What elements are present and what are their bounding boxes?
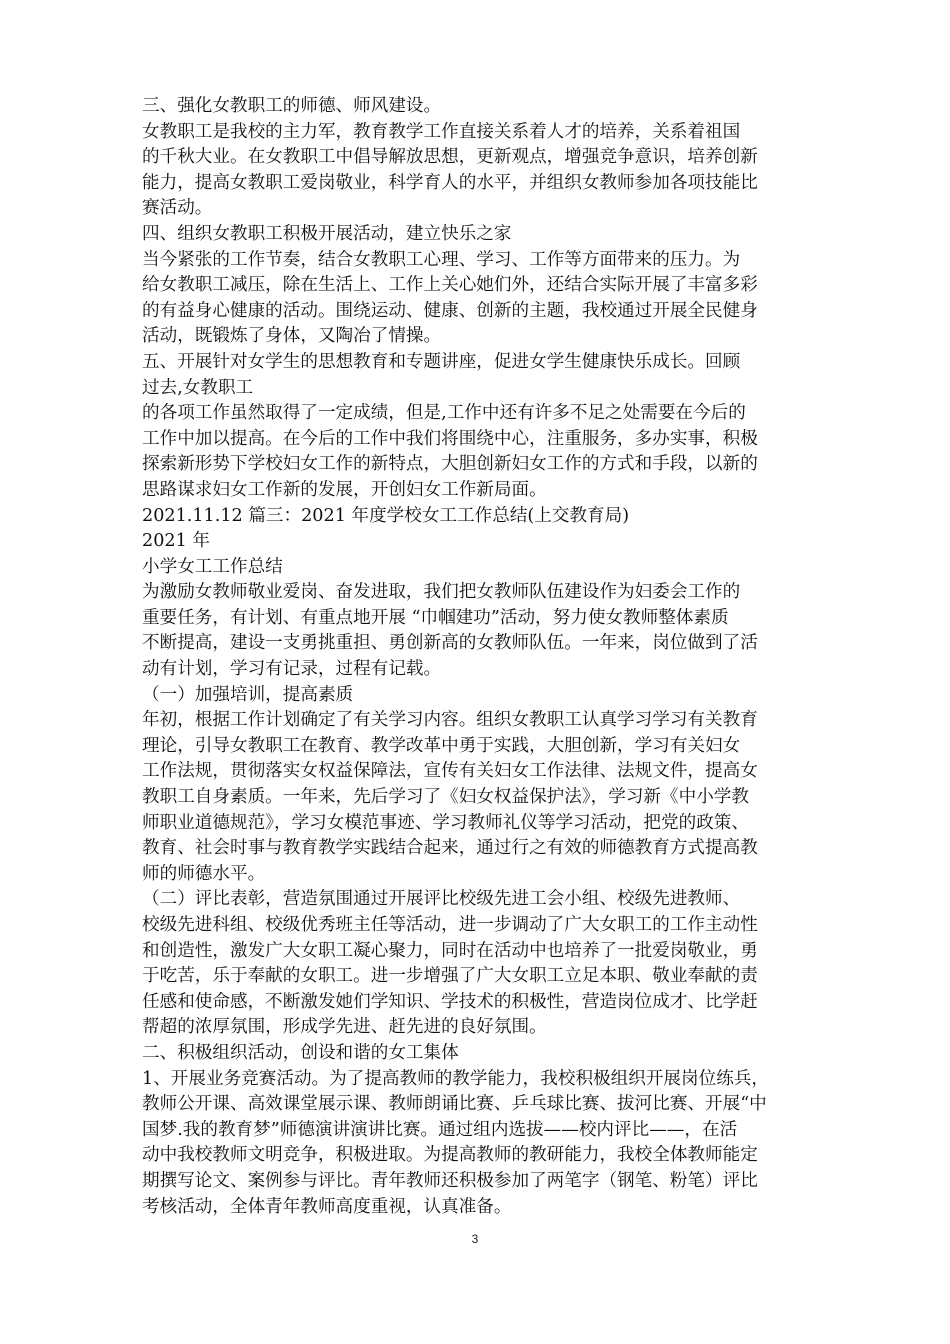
text-line: 五、开展针对女学生的思想教育和专题讲座，促进女学生健康快乐成长。回顾 <box>142 351 741 372</box>
text-line: 动中我校教师文明竞争，积极进取。为提高教师的教研能力，我校全体教师能定 <box>142 1145 758 1166</box>
text-line: （二）评比表彰，营造氛围通过开展评比校级先进工会小组、校级先进教师、 <box>142 889 741 910</box>
text-line: 给女教职工减压，除在生活上、工作上关心她们外，还结合实际开展了丰富多彩 <box>142 275 758 296</box>
document-body <box>142 94 822 1220</box>
text-line: 理论，引导女教职工在教育、教学改革中勇于实践，大胆创新，学习有关妇女 <box>142 735 741 756</box>
text-line: 过去,女教职工 <box>142 377 254 398</box>
text-line: （一）加强培训，提高素质 <box>142 684 354 705</box>
text-line: 女教职工是我校的主力军，教育教学工作直接关系着人才的培养，关系着祖国 <box>142 121 741 142</box>
text-line: 二、积极组织活动，创设和谐的女工集体 <box>142 1042 459 1063</box>
text-line: 三、强化女教职工的师德、师风建设。 <box>142 96 442 116</box>
text-line: 重要任务，有计划、有重点地开展 “巾帼建功”活动，努力使女教师整体素质 <box>142 607 729 628</box>
text-line: 于吃苦，乐于奉献的女职工。进一步增强了广大女职工立足本职、敬业奉献的责 <box>142 966 758 987</box>
text-line: 小学女工工作总结 <box>142 556 283 577</box>
text-line: 期撰写论文、案例参与评比。青年教师还积极参加了两笔字（钢笔、粉笔）评比 <box>142 1170 758 1191</box>
text-line: 能力，提高女教职工爱岗敬业，科学育人的水平，并组织女教师参加各项技能比 <box>142 172 758 193</box>
text-line: 探索新形势下学校妇女工作的新特点，大胆创新妇女工作的方式和手段，以新的 <box>142 454 758 475</box>
text-line: 赛活动。 <box>142 198 213 219</box>
text-line: 工作中加以提高。在今后的工作中我们将围绕中心，注重服务，多办实事，积极 <box>142 428 758 449</box>
text-line: 教职工自身素质。一年来，先后学习了《妇女权益保护法》，学习新《中小学教 <box>142 787 749 808</box>
text-line: 年初，根据工作计划确定了有关学习内容。组织女教职工认真学习学习有关教育 <box>142 710 758 731</box>
text-line: 四、组织女教职工积极开展活动，建立快乐之家 <box>142 223 512 244</box>
text-line: 活动，既锻炼了身体，又陶冶了情操。 <box>142 326 442 347</box>
text-line: 动有计划，学习有记录，过程有记载。 <box>142 659 442 680</box>
text-line: 的各项工作虽然取得了一定成绩，但是,工作中还有许多不足之处需要在今后的 <box>142 403 746 424</box>
text-line: 教师公开课、高效课堂展示课、教师朗诵比赛、乒乓球比赛、拔河比赛、开展“中 <box>142 1094 767 1115</box>
text-line: 师的师德水平。 <box>142 863 266 884</box>
text-line: 师职业道德规范》，学习女模范事迹、学习教师礼仪等学习活动，把党的政策、 <box>142 812 749 833</box>
text-line: 考核活动，全体青年教师高度重视，认真准备。 <box>142 1196 512 1217</box>
page-number: 3 <box>471 1232 479 1246</box>
text-line: 帮超的浓厚氛围，形成学先进、赶先进的良好氛围。 <box>142 1017 547 1038</box>
text-line: 不断提高，建设一支勇挑重担、勇创新高的女教师队伍。一年来，岗位做到了活 <box>142 633 758 654</box>
text-line: 为激励女教师敬业爱岗、奋发进取，我们把女教师队伍建设作为妇委会工作的 <box>142 582 741 603</box>
text-line: 2021 年 <box>142 531 210 552</box>
text-line: 1、开展业务竞赛活动。为了提高教师的教学能力，我校积极组织开展岗位练兵， <box>142 1068 769 1089</box>
text-line: 思路谋求妇女工作新的发展，开创妇女工作新局面。 <box>142 479 547 500</box>
text-line: 教育、社会时事与教育教学实践结合起来，通过行之有效的师德教育方式提高教 <box>142 838 758 859</box>
text-line: 和创造性，激发广大女职工凝心聚力，同时在活动中也培养了一批爱岗敬业，勇 <box>142 940 758 961</box>
text-line: 校级先进科组、校级优秀班主任等活动，进一步调动了广大女职工的工作主动性 <box>142 915 758 935</box>
text-line: 任感和使命感，不断激发她们学知识、学技术的积极性，营造岗位成才、比学赶 <box>142 991 758 1012</box>
text-line: 的千秋大业。在女教职工中倡导解放思想，更新观点，增强竞争意识，培养创新 <box>142 147 758 168</box>
text-line: 当今紧张的工作节奏，结合女教职工心理、学习、工作等方面带来的压力。为 <box>142 249 741 270</box>
text-line: 2021.11.12 篇三：2021 年度学校女工工作总结(上交教育局) <box>142 505 630 526</box>
text-line: 工作法规，贯彻落实女权益保障法，宣传有关妇女工作法律、法规文件，提高女 <box>142 761 758 782</box>
text-line: 国梦.我的教育梦”师德演讲演讲比赛。通过组内选拔——校内评比——，在活 <box>142 1119 738 1140</box>
text-line: 的有益身心健康的活动。围绕运动、健康、创新的主题，我校通过开展全民健身 <box>142 300 758 321</box>
